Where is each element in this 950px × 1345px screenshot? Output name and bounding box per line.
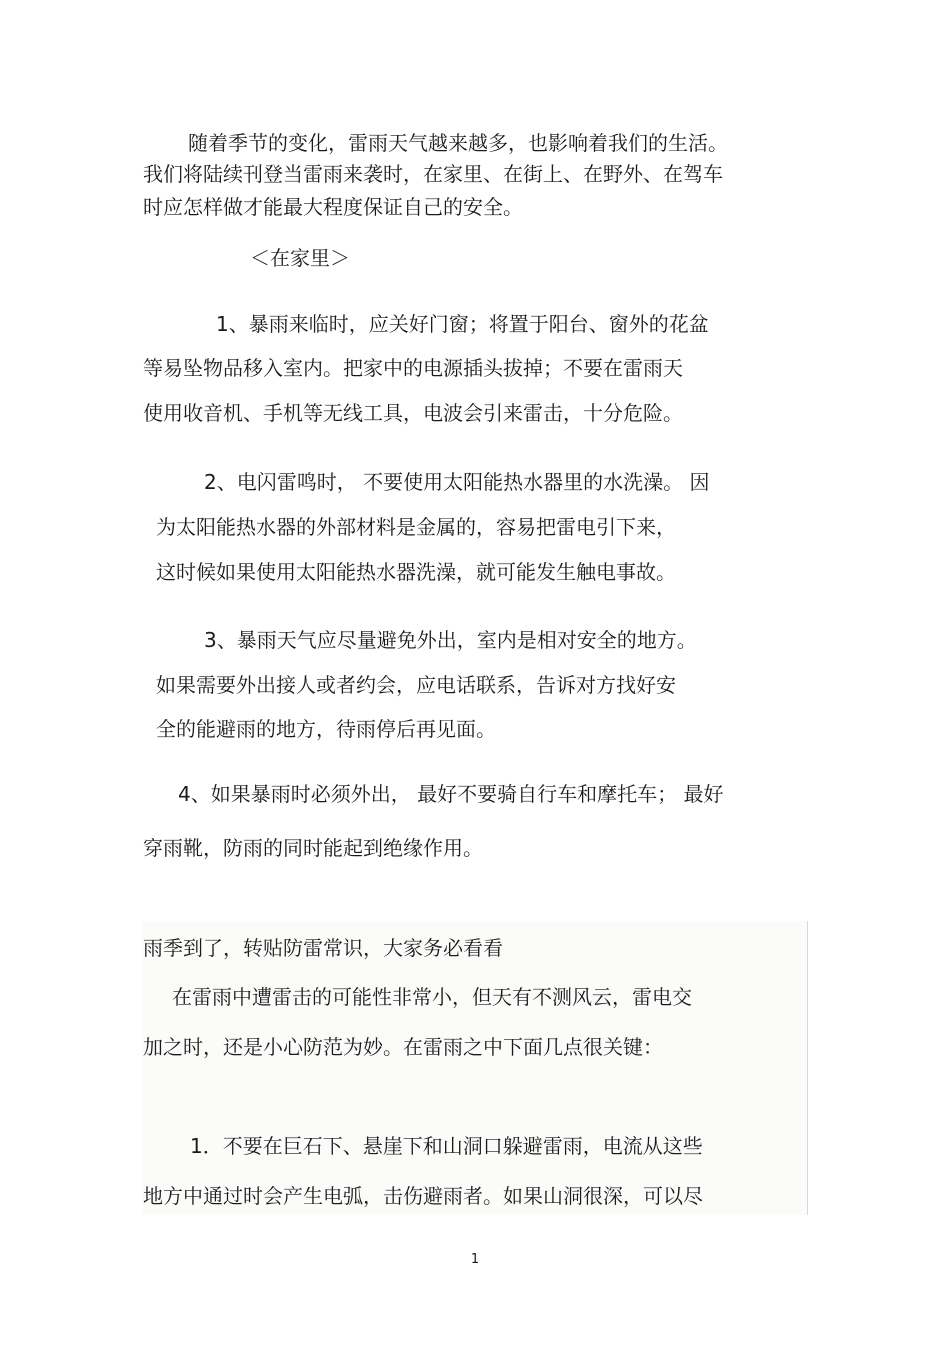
tips-box-tip-line-2: 地方中通过时会产生电弧，击伤避雨者。如果山洞很深，可以尽: [143, 1184, 703, 1208]
intro-line-3: 时应怎样做才能最大程度保证自己的安全。: [143, 195, 523, 219]
item-4-line-2: 穿雨靴，防雨的同时能起到绝缘作用。: [143, 836, 483, 860]
tips-box-title: 雨季到了，转贴防雷常识，大家务必看看: [143, 936, 503, 960]
item-1-line-1: 1、暴雨来临时，应关好门窗；将置于阳台、窗外的花盆: [216, 312, 709, 336]
tips-box: [142, 921, 808, 1215]
item-3-line-1: 3、暴雨天气应尽量避免外出，室内是相对安全的地方。: [204, 628, 697, 652]
section-heading: ＜在家里＞: [250, 246, 350, 270]
intro-line-2: 我们将陆续刊登当雷雨来袭时，在家里、在街上、在野外、在驾车: [143, 162, 723, 186]
tips-box-para-line-2: 加之时，还是小心防范为妙。在雷雨之中下面几点很关键：: [143, 1035, 663, 1059]
item-3-line-3: 全的能避雨的地方，待雨停后再见面。: [156, 717, 496, 741]
item-4-line-1: 4、如果暴雨时必须外出， 最好不要骑自行车和摩托车； 最好: [178, 782, 724, 806]
item-1-line-3: 使用收音机、手机等无线工具，电波会引来雷击，十分危险。: [143, 401, 683, 425]
item-2-line-3: 这时候如果使用太阳能热水器洗澡，就可能发生触电事故。: [156, 560, 676, 584]
page-number: 1: [470, 1252, 480, 1267]
tips-box-para-line-1: 在雷雨中遭雷击的可能性非常小，但天有不测风云，雷电交: [172, 985, 692, 1009]
item-1-line-2: 等易坠物品移入室内。把家中的电源插头拔掉；不要在雷雨天: [143, 356, 683, 380]
item-2-line-1: 2、电闪雷鸣时， 不要使用太阳能热水器里的水洗澡。 因: [204, 470, 710, 494]
intro-line-1: 随着季节的变化，雷雨天气越来越多，也影响着我们的生活。: [188, 131, 728, 155]
item-2-line-2: 为太阳能热水器的外部材料是金属的，容易把雷电引下来，: [156, 515, 676, 539]
item-3-line-2: 如果需要外出接人或者约会，应电话联系，告诉对方找好安: [156, 673, 676, 697]
tips-box-tip-line-1: 1．不要在巨石下、悬崖下和山洞口躲避雷雨，电流从这些: [190, 1134, 703, 1158]
